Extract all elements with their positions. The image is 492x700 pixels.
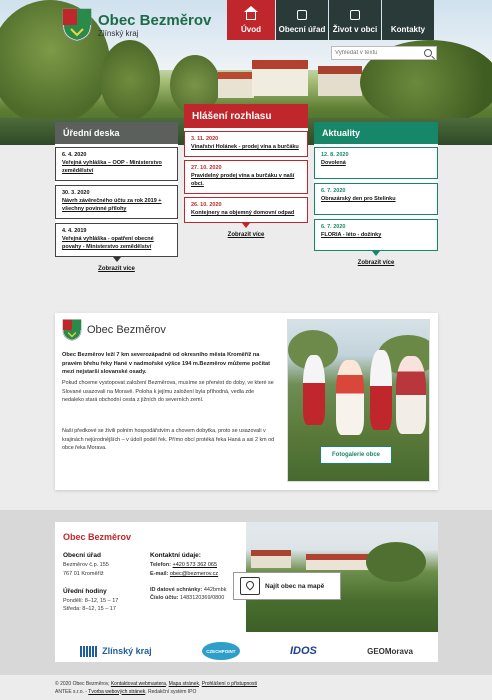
list-item[interactable]: [314, 219, 438, 251]
nav-spacer: [403, 10, 413, 20]
databox-value: 442bmbk: [203, 586, 227, 593]
account-value: 1483120369/0800: [179, 595, 225, 602]
hero-tree: [100, 40, 160, 120]
dancer: [370, 350, 392, 430]
find-on-map-button[interactable]: [233, 572, 341, 600]
hours-line: Pondělí: 8–12, 15 – 17: [63, 597, 119, 604]
about-title: Obec Bezměrov: [87, 324, 166, 336]
building-icon: [297, 10, 307, 20]
contact-block: [150, 552, 246, 603]
item-link[interactable]: Pravidelný prodej vína a burčáku v naší obci.: [191, 172, 295, 187]
search-input[interactable]: [332, 50, 422, 56]
vendor-text: ANTEE s.r.o. -: [55, 688, 87, 695]
column-title: Úřední deska: [55, 122, 178, 144]
site-title: Obec Bezměrov: [98, 12, 212, 29]
footer-title: Obec Bezměrov: [63, 532, 132, 542]
caret-down-icon: [372, 251, 380, 256]
hlaseni-column: [184, 104, 308, 238]
home-icon: [246, 12, 256, 20]
item-date: 3. 11. 2020: [191, 136, 219, 142]
item-link[interactable]: Kontejnery na objemný domovní odpad: [191, 209, 295, 216]
nav-label: Kontakty: [390, 25, 426, 34]
office-block: [63, 552, 143, 614]
item-link[interactable]: Návrh závěrečného účtu za rok 2019 + všechny povinné přílohy: [62, 197, 162, 212]
list-item[interactable]: [184, 160, 308, 194]
uredni-deska-column: [55, 122, 178, 272]
copyright-text: © 2020 Obec Bezměrov,: [55, 681, 110, 687]
site-logo[interactable]: [62, 8, 211, 42]
phone-label: Telefon:: [150, 562, 171, 568]
column-title: Aktuality: [314, 122, 438, 144]
vendor-link[interactable]: Tvorba webových stránek: [88, 688, 146, 695]
search-box: [331, 46, 437, 60]
aktuality-column: [314, 122, 438, 266]
caret-down-icon: [242, 223, 250, 228]
email-link[interactable]: obec@bezmerov.cz: [169, 570, 219, 577]
account-row: [150, 594, 246, 603]
column-body: [184, 128, 308, 223]
map-button-label: Najít obec na mapě: [265, 582, 325, 590]
dancer: [303, 355, 325, 425]
coat-of-arms-icon: [62, 319, 82, 341]
list-item[interactable]: [55, 223, 178, 257]
logo-text: GEOMorava: [367, 646, 413, 656]
item-date: 30. 3. 2020: [62, 189, 90, 196]
partner-logos: [55, 640, 438, 662]
main-nav: [227, 0, 434, 40]
phone-link[interactable]: +420 573 362 065: [172, 562, 218, 568]
accessibility-link[interactable]: Prohlášení o přístupnosti: [201, 681, 258, 687]
list-item[interactable]: [55, 147, 178, 181]
sitemap-link[interactable]: Mapa stránek: [168, 681, 199, 687]
databox-row: [150, 586, 246, 595]
nav-zivot-v-obci[interactable]: [329, 0, 381, 40]
list-item[interactable]: [314, 183, 438, 215]
about-paragraph: Naši předkové se živili polním hospodářstvím a chovem dobytka, proto se usazovali v krajinách nejúrodnějších – v údolí podél řek. Přímo obcí protéká řeka Haná a asi 2 km od obce řeka Morava.: [62, 428, 275, 452]
copyright: [55, 681, 435, 696]
contact-heading: Kontaktní údaje:: [150, 552, 201, 559]
copyright-line: ANTEE s.r.o. - Tvorba webových stránek, Redakční systém IPO: [55, 688, 197, 695]
map-tree: [366, 542, 426, 582]
list-item[interactable]: [314, 147, 438, 179]
item-link[interactable]: FLORIA - léto - dožínky: [321, 231, 382, 238]
map-house: [251, 550, 291, 568]
logo-text: CZECHPOINT: [206, 648, 236, 654]
account-label: Číslo účtu:: [150, 595, 179, 602]
item-date: 12. 8. 2020: [321, 152, 349, 158]
nav-kontakty[interactable]: [382, 0, 434, 40]
hero-house: [252, 60, 308, 96]
phone-row: [150, 561, 246, 570]
nav-label: Obecní úřad: [278, 25, 326, 34]
hours-line: Středa: 8–12, 15 – 17: [63, 606, 116, 613]
news-section: [0, 110, 492, 290]
cms-text: Redakční systém IPO: [148, 688, 197, 695]
item-link[interactable]: Obrazárský den pro Stelinku: [321, 195, 396, 202]
photo-gallery-button[interactable]: Fotogalerie obce: [320, 446, 392, 464]
logo-text: Zlínský kraj: [102, 646, 152, 656]
column-title: Hlášení rozhlasu: [184, 104, 308, 128]
office-city: 767 01 Kroměříž: [63, 570, 104, 577]
logo-czechpoint[interactable]: [202, 642, 240, 660]
site-region: Zlínský kraj: [98, 29, 139, 38]
item-date: 4. 4. 2019: [62, 227, 87, 234]
show-more-link[interactable]: Zobrazit více: [98, 265, 135, 272]
logo-zlinsky-kraj[interactable]: [80, 646, 152, 657]
item-date: 6. 7. 2020: [321, 224, 346, 230]
search-icon[interactable]: [424, 49, 432, 57]
nav-obecni-urad[interactable]: [276, 0, 328, 40]
logo-geomorava[interactable]: [367, 647, 413, 656]
about-lead: Obec Bezměrov leží 7 km severozápadně od okresního města Kroměříž na pravém břehu řeky Hané v nadmořské výšce 194 m.Bezměrov můžeme počítat mezi nejstarší slovanské osady.: [62, 352, 270, 376]
office-address: Bezměrov č.p. 155: [63, 562, 109, 568]
item-link[interactable]: Dovolená: [321, 159, 346, 166]
map-pin-icon: [240, 577, 260, 595]
about-paragraph: Pokud chceme vystopovat založení Bezměrova, musíme se přenést do doby, ve které se Slované usazovali na Moravě. Poloha k jejímu založení byla příhodná, vedla zde nedaleko stará obchodní cesta z jižních do severních zemí.: [62, 380, 274, 404]
nav-label: Úvod: [241, 25, 261, 34]
hours-heading: Úřední hodiny: [63, 587, 107, 595]
footer-section: [0, 510, 492, 675]
item-date: 26. 10. 2020: [191, 201, 222, 208]
item-link[interactable]: Veřejná vyhláška - opatření obecné povahy - Ministerstvo zemědělství: [62, 235, 154, 250]
hero-house: [318, 66, 362, 96]
item-link[interactable]: Veřejná vyhláška – OOP - Ministerstvo zemědělství: [62, 159, 162, 174]
zlin-mark-icon: [80, 646, 98, 657]
coat-of-arms-icon: [62, 8, 92, 42]
dancer: [336, 360, 364, 435]
about-heading: [62, 319, 166, 341]
nav-home[interactable]: [227, 0, 275, 40]
show-more-link[interactable]: Zobrazit více: [227, 231, 265, 238]
caret-down-icon: [113, 257, 121, 262]
item-date: 27. 10. 2020: [191, 164, 222, 171]
nav-label: Život v obci: [332, 25, 378, 34]
office-heading: Obecní úřad: [63, 552, 101, 559]
webmaster-link[interactable]: Kontaktovat webmastera: [110, 681, 166, 687]
logo-idos[interactable]: [290, 645, 317, 657]
column-body: [55, 144, 178, 257]
people-icon: [350, 10, 360, 20]
email-label: E-mail:: [150, 570, 169, 577]
item-date: 6. 7. 2020: [321, 188, 346, 194]
item-date: 6. 4. 2020: [62, 152, 87, 158]
email-row: [150, 570, 246, 579]
copyright-line: © 2020 Obec Bezměrov, Kontaktovat webmastera, Mapa stránek, Prohlášení o přístupnosti: [55, 681, 258, 687]
list-item[interactable]: [184, 197, 308, 223]
hero-house: [218, 72, 254, 98]
list-item[interactable]: [184, 131, 308, 157]
show-more-link[interactable]: Zobrazit více: [357, 260, 395, 266]
item-link[interactable]: Vinařství Holánek - prodej vína a burčáku: [191, 143, 299, 150]
dancer: [396, 356, 426, 434]
column-body: [314, 144, 438, 251]
list-item[interactable]: [55, 185, 178, 219]
logo-text: IDOS: [290, 645, 317, 657]
about-section: [55, 313, 438, 490]
databox-label: ID datové schránky:: [150, 586, 203, 593]
